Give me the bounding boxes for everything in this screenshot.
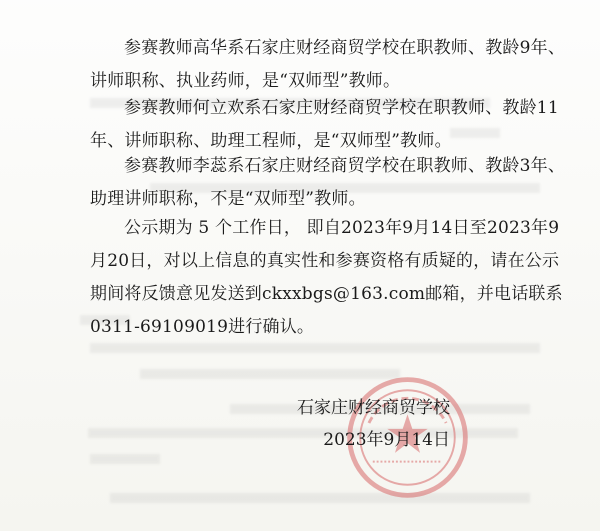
paragraph-4-line-1: 公示期为 5 个工作日， 即自2023年9月14日至2023年9 <box>124 218 560 238</box>
paragraph-4-line-4: 0311-69109019进行确认。 <box>90 317 315 337</box>
signature-organization: 石家庄财经商贸学校 <box>297 398 450 418</box>
bleed-line <box>90 343 540 353</box>
paragraph-2-line-2: 年、讲师职称、助理工程师，是“双师型”教师。 <box>90 131 452 151</box>
paragraph-1 <box>90 32 566 98</box>
signature-block <box>297 392 450 456</box>
paragraph-3-line-1: 参赛教师李蕊系石家庄财经商贸学校在职教师、教龄3年、 <box>124 156 566 176</box>
paragraph-4-line-3: 期间将反馈意见发送到ckxxbgs@163.com邮箱，并电话联系 <box>90 284 563 304</box>
paragraph-1-line-1: 参赛教师高华系石家庄财经商贸学校在职教师、教龄9年、 <box>124 38 566 58</box>
paragraph-2-line-1: 参赛教师何立欢系石家庄财经商贸学校在职教师、教龄11 <box>124 98 559 118</box>
signature-date: 2023年9月14日 <box>323 430 450 450</box>
bleed-line <box>90 454 160 464</box>
paragraph-3-line-2: 助理讲师职称，不是“双师型”教师。 <box>90 189 366 209</box>
paragraph-4-line-2: 月20日，对以上信息的真实性和参赛资格有质疑的，请在公示 <box>90 251 560 271</box>
paragraph-3 <box>90 150 566 216</box>
paragraph-4 <box>90 212 563 344</box>
paragraph-2 <box>90 92 559 158</box>
paragraph-1-line-2: 讲师职称、执业药师，是“双师型”教师。 <box>90 71 401 91</box>
